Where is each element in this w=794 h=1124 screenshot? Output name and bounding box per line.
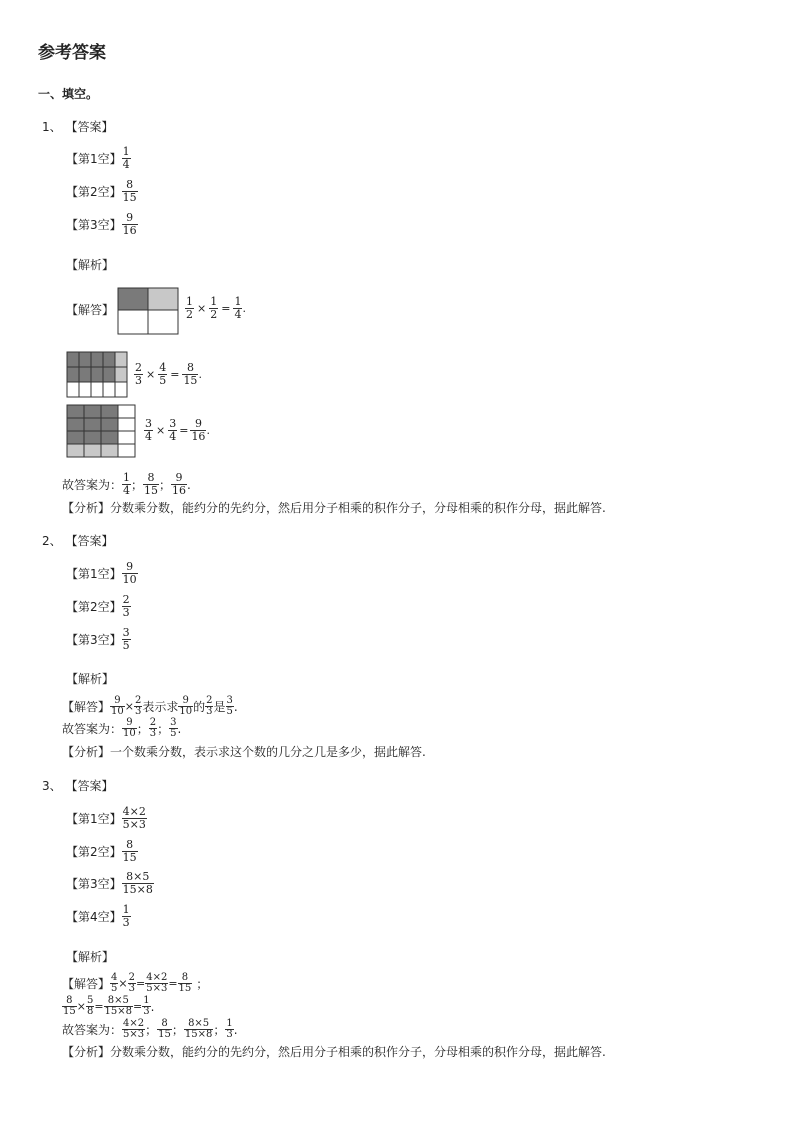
final-answer: 故答案为： $\frac{9}{10}$ ； $\frac{2}{3}$ ； $\frac{3}{5}$ .: [62, 717, 182, 739]
analysis-tag: 【解析】: [66, 950, 115, 964]
blank-fraction: $\frac{9}{10}$: [122, 560, 137, 586]
grid-cell: [67, 444, 84, 457]
blank-label: 【第4空】: [66, 910, 122, 924]
blank-label: 【第3空】: [66, 877, 122, 891]
final-answer: 故答案为： $\frac{4\times 2}{5\times 3}$ ； $\frac{8}{15}$ ； $\frac{8\times 5}{15\times 8}$ ； $\frac{1}{3}$ .: [62, 1018, 238, 1040]
grid-cell: [118, 418, 135, 431]
fraction-grid-half-by-half: [117, 287, 179, 335]
grid-cell: [118, 310, 148, 334]
answer-tag: 【答案】: [65, 120, 114, 134]
blank-fraction: $\frac{4\times 2}{5\times 3}$: [122, 805, 146, 831]
grid-cell-light: [148, 288, 178, 310]
question-1-header: [42, 118, 113, 135]
grid-cell: [91, 352, 103, 367]
analysis-tag: 【解析】: [66, 672, 115, 686]
analysis-note: 【分析】分数乘分数，能约分的先约分，然后用分子相乘的积作分子，分母相乘的积作分母，据此解答.: [62, 501, 606, 515]
blank-row: [66, 594, 131, 619]
solution-line: $\frac{8}{15}$ × $\frac{5}{8}$ = $\frac{8\times 5}{15\times 8}$ = $\frac{1}{3}$ .: [63, 995, 155, 1017]
grid-cell: [118, 431, 135, 444]
blank-label: 【第1空】: [66, 567, 122, 581]
analysis-tag: 【解析】: [66, 258, 115, 272]
grid-cell: [101, 418, 118, 431]
blank-row: [66, 806, 147, 831]
blank-label: 【第3空】: [66, 633, 122, 647]
blank-fraction: $\frac{2}{3}$: [122, 593, 130, 619]
fraction-grid-three-quarters-by-three-quarters: [66, 404, 138, 460]
grid-cell: [115, 367, 127, 382]
question-3-header: [42, 777, 113, 794]
grid-cell: [84, 444, 101, 457]
grid-cell: [67, 382, 79, 397]
blank-row: [66, 561, 138, 586]
grid-cell: [118, 444, 135, 457]
grid-cell: [67, 352, 79, 367]
blank-label: 【第1空】: [66, 812, 122, 826]
blank-label: 【第2空】: [66, 185, 122, 199]
question-number: 2、: [42, 534, 62, 548]
grid-cell: [84, 405, 101, 418]
answer-tag: 【答案】: [65, 779, 114, 793]
solution-tag: 【解答】: [66, 303, 115, 317]
grid-cell: [67, 431, 84, 444]
solution-line: 【解答】 $\frac{4}{5}$ × $\frac{2}{3}$ = $\frac{4\times 2}{5\times 3}$ = $\frac{8}{15}$ ；: [62, 972, 209, 994]
blank-row: [66, 179, 138, 204]
grid-cell: [84, 431, 101, 444]
question-2-header: [42, 532, 113, 549]
blank-fraction: $\frac{1}{3}$: [122, 903, 130, 929]
grid-cell: [103, 382, 115, 397]
grid-cell: [67, 367, 79, 382]
grid-cell: [101, 431, 118, 444]
blank-fraction: $\frac{8}{15}$: [122, 838, 137, 864]
grid-cell: [91, 367, 103, 382]
grid-cell: [101, 405, 118, 418]
blank-label: 【第2空】: [66, 600, 122, 614]
equation-1: $\frac{1}{2}$ × $\frac{1}{2}$ = $\frac{1}{4}$ .: [186, 295, 246, 321]
grid-cell: [115, 352, 127, 367]
blank-label: 【第3空】: [66, 218, 122, 232]
answer-tag: 【答案】: [65, 534, 114, 548]
page-title: 参考答案: [38, 43, 106, 63]
blank-label: 【第2空】: [66, 845, 122, 859]
blank-row: [66, 627, 131, 652]
fraction-grid-two-thirds-by-four-fifths: [66, 351, 130, 399]
question-number: 1、: [42, 120, 62, 134]
blank-row: [66, 212, 138, 237]
blank-fraction: $\frac{3}{5}$: [122, 626, 130, 652]
grid-cell: [84, 418, 101, 431]
blank-fraction: $\frac{9}{16}$: [122, 211, 137, 237]
grid-cell: [67, 418, 84, 431]
blank-fraction: $\frac{8\times 5}{15\times 8}$: [122, 870, 153, 896]
grid-cell: [79, 382, 91, 397]
analysis-note: 【分析】一个数乘分数，表示求这个数的几分之几是多少，据此解答.: [62, 745, 426, 759]
final-answer: 故答案为： $\frac{1}{4}$ ； $\frac{8}{15}$ ； $\frac{9}{16}$ .: [62, 471, 191, 497]
grid-cell: [103, 352, 115, 367]
grid-cell: [79, 352, 91, 367]
section-heading: 一、填空。: [38, 87, 99, 101]
grid-cell: [91, 382, 103, 397]
blank-row: [66, 839, 138, 864]
question-number: 3、: [42, 779, 62, 793]
equation-2: $\frac{2}{3}$ × $\frac{4}{5}$ = $\frac{8}{15}$ .: [135, 361, 202, 387]
blank-label: 【第1空】: [66, 152, 122, 166]
equation-3: $\frac{3}{4}$ × $\frac{3}{4}$ = $\frac{9}{16}$ .: [145, 417, 210, 443]
grid-cell: [67, 405, 84, 418]
blank-row: [66, 904, 131, 929]
blank-row: [66, 146, 131, 171]
analysis-note: 【分析】分数乘分数，能约分的先约分，然后用分子相乘的积作分子，分母相乘的积作分母，据此解答.: [62, 1045, 606, 1059]
solution-line: 【解答】 $\frac{9}{10}$ × $\frac{2}{3}$ 表示求 $\frac{9}{10}$ 的 $\frac{2}{3}$ 是 $\frac{3}{5}$ .: [62, 695, 238, 717]
grid-cell: [103, 367, 115, 382]
grid-cell: [101, 444, 118, 457]
grid-cell-shaded: [118, 288, 148, 310]
blank-fraction: $\frac{8}{15}$: [122, 178, 137, 204]
blank-fraction: $\frac{1}{4}$: [122, 145, 130, 171]
grid-cell: [79, 367, 91, 382]
grid-cell: [148, 310, 178, 334]
grid-cell: [118, 405, 135, 418]
grid-cell: [115, 382, 127, 397]
blank-row: [66, 871, 154, 896]
